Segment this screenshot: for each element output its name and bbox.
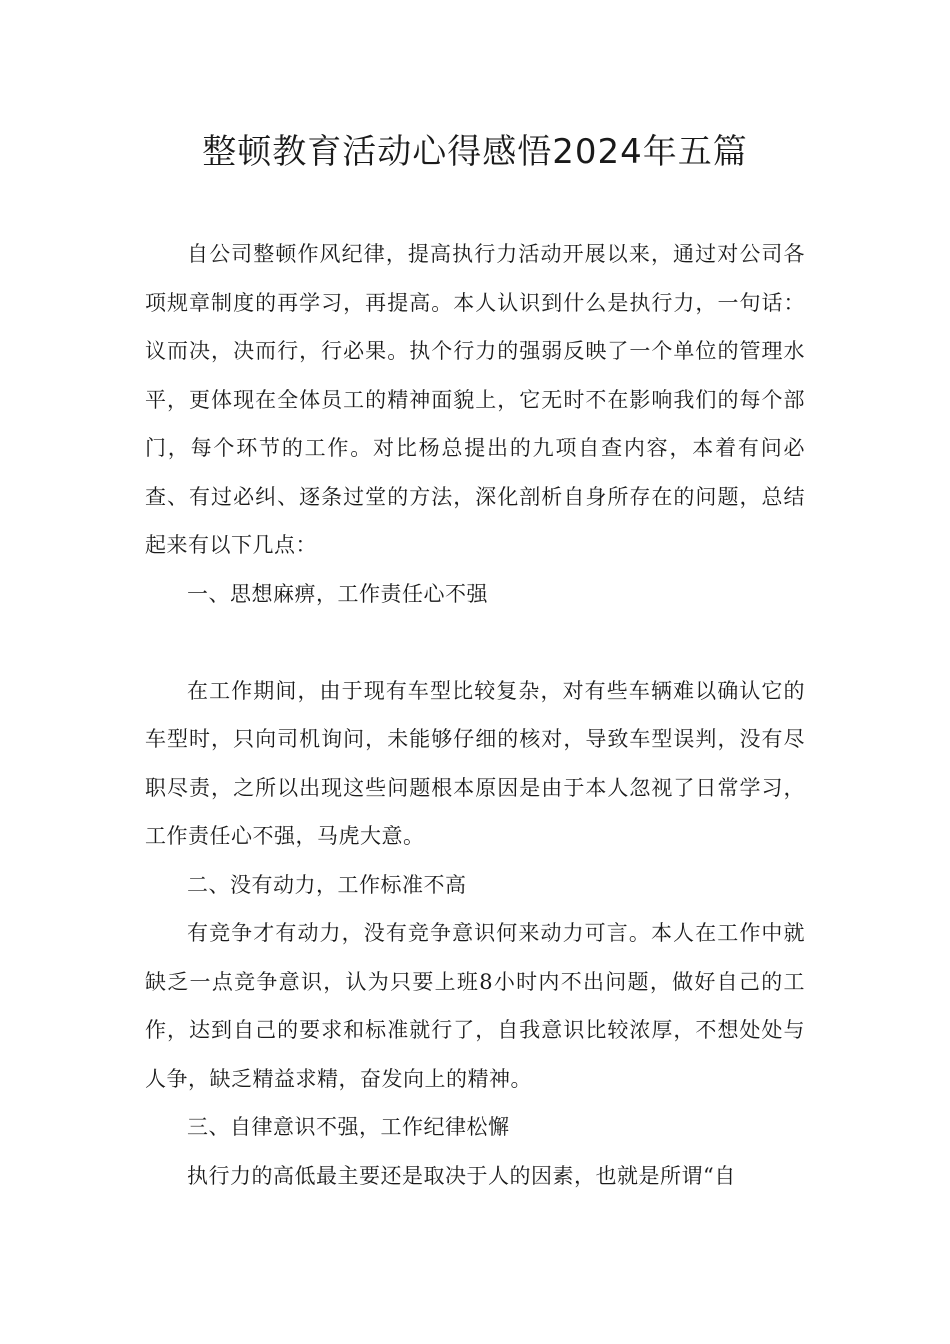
blank-line bbox=[145, 618, 805, 667]
section-heading-2: 二、没有动力，工作标准不高 bbox=[187, 872, 467, 897]
section-heading-3: 三、自律意识不强，工作纪律松懈 bbox=[187, 1115, 510, 1139]
paragraph-intro: 自公司整顿作风纪律，提高执行力活动开展以来，通过对公司各项规章制度的再学习，再提高。本人认识到什么是执行力，一句话：议而决，决而行，行必果。执个行力的强弱反映了一个单位的管理水平，更体现在全体员工的精神面貌上，它无时不在影响我们的每个部门，每个环节的工作。对比杨总提出的九项自查内容，本着有问必查、有过必纠、逐条过堂的方法，深化剖析自身所存在的问题，总结起来有以下几点： bbox=[145, 242, 805, 557]
paragraph-section-1: 在工作期间，由于现有车型比较复杂，对有些车辆难以确认它的车型时，只向司机询问，未能够仔细的核对，导致车型误判，没有尽职尽责，之所以出现这些问题根本原因是由于本人忽视了日常学习，工作责任心不强，马虎大意。 bbox=[145, 678, 805, 848]
document-title: 整顿教育活动心得感悟2024年五篇 bbox=[202, 132, 748, 172]
paragraph-section-3: 执行力的高低最主要还是取决于人的因素，也就是所谓“自 bbox=[187, 1163, 736, 1188]
section-heading-1: 一、思想麻痹，工作责任心不强 bbox=[187, 581, 488, 606]
paragraph-section-2: 有竞争才有动力，没有竞争意识何来动力可言。本人在工作中就缺乏一点竞争意识，认为只要上班8小时内不出问题，做好自己的工作，达到自己的要求和标准就行了，自我意识比较浓厚，不想处处与人争，缺乏精益求精，奋发向上的精神。 bbox=[145, 921, 805, 1091]
document-body bbox=[145, 230, 805, 1200]
